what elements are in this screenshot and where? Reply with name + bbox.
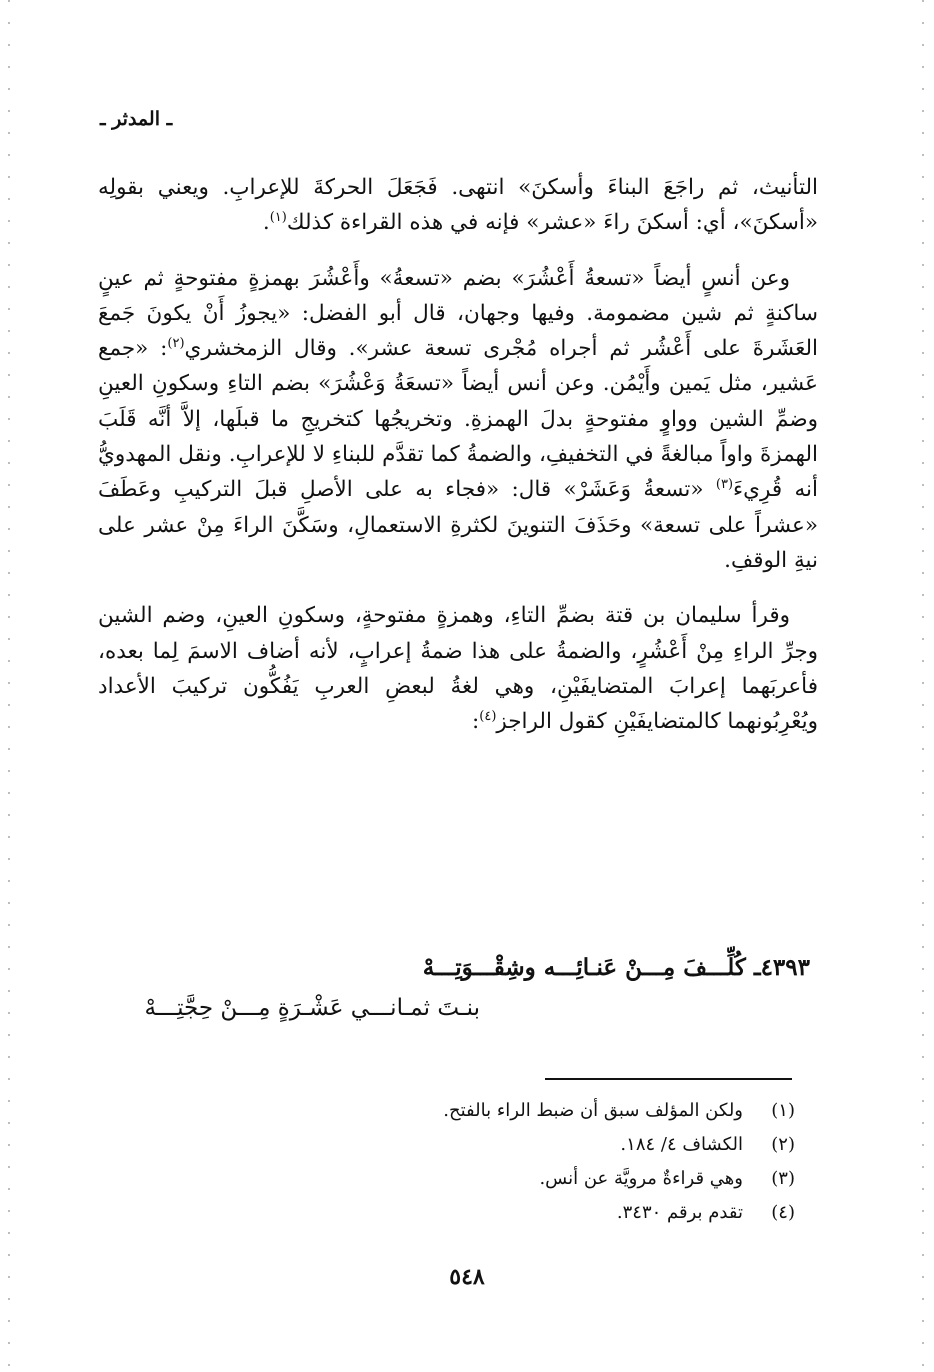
text-line: قُرِيءَ [733,477,783,503]
text-line: الزمخشري [184,336,283,362]
text-line: التخفيفِ، والضمةُ كما تقدَّم للبناءِ لا للإعرابِ. ونقل المهدويُّ أنه [98,442,818,503]
verse-hemistich-2: بنـتَ ثمـانـــي عَشْـرَةٍ مِـــنْ حِجَّتِـــهْ [144,995,480,1021]
text-line: وعن أنسٍ أيضاً «تسعةُ أَعْشُرَ» بضم «تسعةُ» وأَعْشُرَ بهمزةٍ مفتوحةٍ [173,265,790,291]
text-line: وَعْشُرَ» بضم التاءِ وسكونِ العينِ وضمِّ الشين وواوٍ مفتوحةٍ بدلَ الهمزةِ. [98,371,818,432]
verse-line-2 [120,988,810,1028]
text-line: «عشراً على تسعة» وحَذَفَ التنوينَ لكثرةِ الاستعمالِ، وسَكَّنَ الراءَ مِنْ [196,512,818,538]
text-line: ثم عينٍ ساكنةٍ ثم شين مضمومة. وفيها وجهان، قال أبو الفضل: «يجوزُ [98,265,818,326]
footnote-ref-4[interactable]: (٤) [479,709,497,724]
verse-hemistich-1: كُلِّـــفَ مِـــنْ عَنـائِـــه وشِقْـــوَتِـــهْ [422,954,746,981]
footnote-ref-2[interactable]: (٢) [167,336,185,352]
page-number: ٥٤٨ [449,1264,485,1290]
footnote-number: (٣) [771,1168,795,1189]
text-line: وتخريجُها كتخريجِ ما قبلَها، إلاَّ أنَّه قَلَبَ الهمزةَ واواً مبالغةً في [98,406,818,468]
footnote-item [300,1128,795,1162]
margin-guide-left [8,0,10,1372]
footnote-ref-1[interactable]: (١) [269,210,287,226]
text-line: وضم الشين وجرِّ الراءِ مِنْ أَعْشُرٍ، والضمةُ على هذا ضمةُ إعرابٍ، لأنه [98,603,818,664]
footnote-item [300,1162,795,1196]
paragraph-2 [98,261,818,579]
footnote-ref-3[interactable]: (٣) [715,477,734,493]
footnote-number: (١) [771,1100,795,1121]
footnote-text: وهي قراءةٌ مرويَّة عن أنس. [539,1168,743,1189]
footnote-text: ولكن المؤلف سبق أن ضبط الراء بالفتح. [443,1100,743,1121]
poetry-verse [120,948,810,1028]
footnotes [300,1094,795,1230]
text-line: : «جمع عَشير، مثل يَمين وأَيْمُن. وعن أنس أيضاً «تسعَةُ [98,336,818,397]
footnote-divider [545,1078,792,1080]
text-line: وقرأ سليمان بن قتة بضمِّ التاءِ، وهمزةٍ مفتوحةٍ، وسكونِ العينِ، [215,603,790,629]
verse-number: ٤٣٩٣ـ [753,954,810,981]
running-header: ـ المدثر ـ [100,108,173,130]
margin-guide-right [922,0,924,1372]
text-line: بقولِه «أسكنَ»، أي: أسكنَ راءَ «عشر» فإنه في هذه القراءة كذلك [98,175,818,236]
footnote-item [300,1094,795,1128]
paragraph-3 [98,598,818,739]
text-line-end: : [472,709,480,735]
text-line-end: . [262,210,270,236]
main-text [98,170,818,739]
text-line: «تسعةُ وَعَشَرْ» قال: «فجاء به على الأصلِ قبلَ التركيبِ وعَطَفَ [98,477,716,503]
text-line: أَنْ يكونَ جَمعَ العَشَرةَ على أَعْشُر ثم أجراه مُجْرى تسعة عشر». وقال [98,300,818,362]
verse-line-1 [120,948,810,988]
text-line: أضاف الاسمَ لِما بعده، فأعربَهما إعرابَ المتضايفَيْنِ، وهي لغةُ لبعضِ [98,638,819,699]
text-line: العربِ يَفُكُّون تركيبَ الأعداد ويُعْرِبُونهما كالمتضايفَيْنِ كقول الراجز [98,673,818,735]
footnote-text: تقدم برقم ٣٤٣٠. [616,1202,743,1223]
text-line: عشر على نيةِ الوقفِ. [98,512,818,573]
text-line: التأنيث، ثم راجَعَ البناءَ وأسكنَ» انتهى. فَجَعَلَ الحركةَ للإعرابِ. ويعني [157,175,818,200]
footnote-item [300,1196,795,1230]
footnote-number: (٢) [771,1134,795,1155]
footnote-number: (٤) [771,1202,795,1223]
footnote-text: الكشاف ٤/ ١٨٤. [620,1134,743,1155]
paragraph-1 [98,170,818,241]
